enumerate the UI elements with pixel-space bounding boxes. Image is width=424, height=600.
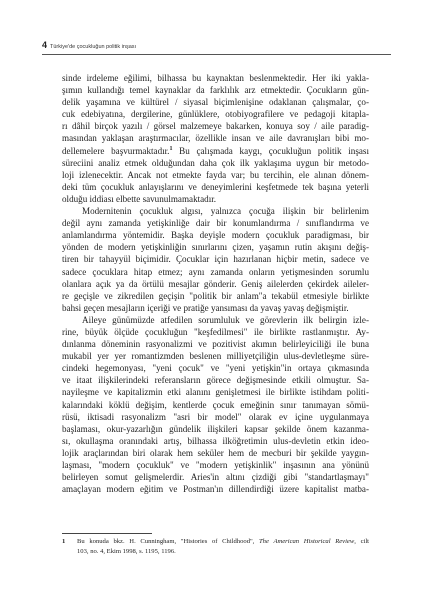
text-segment: Bu çalışmada kaygı, çocukluğun politik inşası <box>172 145 369 156</box>
body-text <box>62 72 369 495</box>
text-line-with-footnote <box>62 145 369 157</box>
text-line: süreciini analiz etmek olduğundan daha çok ilk yaklaşıma uygun bir metodo- <box>62 157 369 168</box>
text-line: başlaması, okur-yazarlığın gündelik ilişkileri kapsar şekilde önem kazanma- <box>62 423 369 434</box>
text-line: Modernitenin çocukluk algısı, yalnızca çocuğa ilişkin bir belirlenim <box>82 206 369 217</box>
text-line: sadece çocuklara hitap etmez; aynı zamanda onların yetişmesinden sorumlu <box>62 266 369 277</box>
text-line: tiren bir tahayyül biçimidir. Çocuklar için hazırlanan hiçbir metin, sadece ve <box>62 254 369 265</box>
text-line: delik yaşamına ve kültürel / siyasal biçimlenişine odaklanan çalışmalar, ço- <box>62 97 369 108</box>
footnote-divider <box>62 533 152 534</box>
text-line: dınlanma döneminin rasyonalizmi ve pozitivist akımın belirleyiciliği ile buna <box>62 339 369 350</box>
text-line: rüsü, iktisadi rasyonalizm "asri bir model" olarak ev içine uygulanmaya <box>62 411 369 422</box>
text-line: masından yaklaşan araştırmacılar, özellikle insan ve aile davranışları bibi mo- <box>62 133 369 144</box>
text-line: laşması, "modern çocukluk" ve "modern yetişkinlik" inşasının ana yönünü <box>62 460 369 470</box>
text-line: yönden de modern yetişkinliğin sınırlarını çizen, yaşamın rutin akışını değiş- <box>62 242 369 253</box>
footnote-number: 1 <box>62 538 66 545</box>
text-line: rı dâhil birçok yazılı / görsel malzemeye bakarken, konuya soy / aile paradig- <box>62 121 369 132</box>
text-line: sı, okullaşma oranındaki artış, bilhassa ilköğretimin ulus-devletin etkin ideo- <box>62 435 369 446</box>
text-line: lojik araçlarından biri olarak hem seküler hem de mecburi bir şekilde yaygın- <box>62 447 369 458</box>
text-line: loji izlenecektir. Ancak not etmekte fayda var; bu tercihin, ele alınan dönem- <box>62 169 369 180</box>
text-line: değil aynı zamanda yetişkinliğe dair bir konumlandırma / sınıflandırma ve <box>62 218 369 229</box>
text-line: belirleyen somut gelişmelerdir. Aries'in altını çizdiği gibi "standartlaşmayı" <box>62 472 369 483</box>
text-segment: dellemelere başvurmaktadır. <box>62 145 170 156</box>
footnote <box>62 537 369 556</box>
text-line: deki tüm çocukluk anlayışlarını ve deneyimlerini keşfetmede tek başına yeterli <box>62 181 369 192</box>
running-header <box>42 40 391 55</box>
text-line: olanlara açık ya da örtülü mesajlar gönderir. Geniş ailelerden çekirdek aileler- <box>62 278 369 289</box>
running-title: Türkiye'de çocukluğun politik inşası <box>50 44 137 50</box>
text-line: kalarındaki köklü değişim, kentlerde çocuk emeğinin sınır tanımayan sömü- <box>62 399 369 410</box>
text-line: cindeki hegemonyası, "yeni çocuk" ve "yeni yetişkin"in ortaya çıkmasında <box>62 363 369 374</box>
page-number: 4 <box>42 40 48 50</box>
footnote-journal: The American Historical Review <box>259 538 355 545</box>
text-line: re geçişle ve zikredilen geçişin "politik bir anlam"a tekabül etmesiyle birlikte <box>62 290 369 301</box>
text-line: cuk edebiyatına, dergilerine, günlüklere, otobiyografilere ve pedagoji kitapla- <box>62 109 369 120</box>
footnote-reference[interactable]: 1 <box>169 145 173 152</box>
text-line: bahsi geçen mesajların içeriği ve pratiğe yansıması da yavaş yavaş değişmiştir. <box>62 302 349 313</box>
text-line: amaçlayan modern eğitim ve Postman'ın dillendirdiği üzere kapitalist matba- <box>62 484 369 495</box>
text-line: sinde irdeleme eğilimi, bilhassa bu kaynaktan beslenmektedir. Her iki yakla- <box>62 73 369 83</box>
footnote-text: Bu konuda bkz. H. Cunningham, "Histories of Childhood", <box>77 538 260 545</box>
footnote-line: 103, no. 4, Ekim 1998, s. 1195, 1196. <box>77 547 176 555</box>
footnote-text: , cilt <box>354 538 369 545</box>
text-line: rine, büyük ölçüde çocukluğun "keşfedilmesi" ile birlikte rastlanmıştır. Ay- <box>62 326 369 337</box>
text-line: olduğu iddiası elbette savunulmamaktadır. <box>62 193 217 204</box>
text-line: Aileye günümüzde atfedilen sorumluluk ve görevlerin ilk belirgin izle- <box>82 314 369 325</box>
text-line: nayileşme ve kapitalizmin etki alanını genişletmesi ile birlikte istihdam politi- <box>62 387 369 398</box>
footnote-line <box>62 537 369 547</box>
text-line: anlamlandırma yöntemidir. Başka deyişle modern çocukluk paradigması, bir <box>62 230 369 241</box>
text-line: şımın kullandığı temel kaynaklar da farklılık arz etmektedir. Çocukların gün- <box>62 85 369 96</box>
text-line: ve itaat ilişkilerindeki referansların görece değişmesinde etkili olmuştur. Sa- <box>62 375 369 386</box>
text-line: mukabil yer yer romantizmden beslenen milliyetçiliğin ulus-devletleşme süre- <box>62 351 369 362</box>
